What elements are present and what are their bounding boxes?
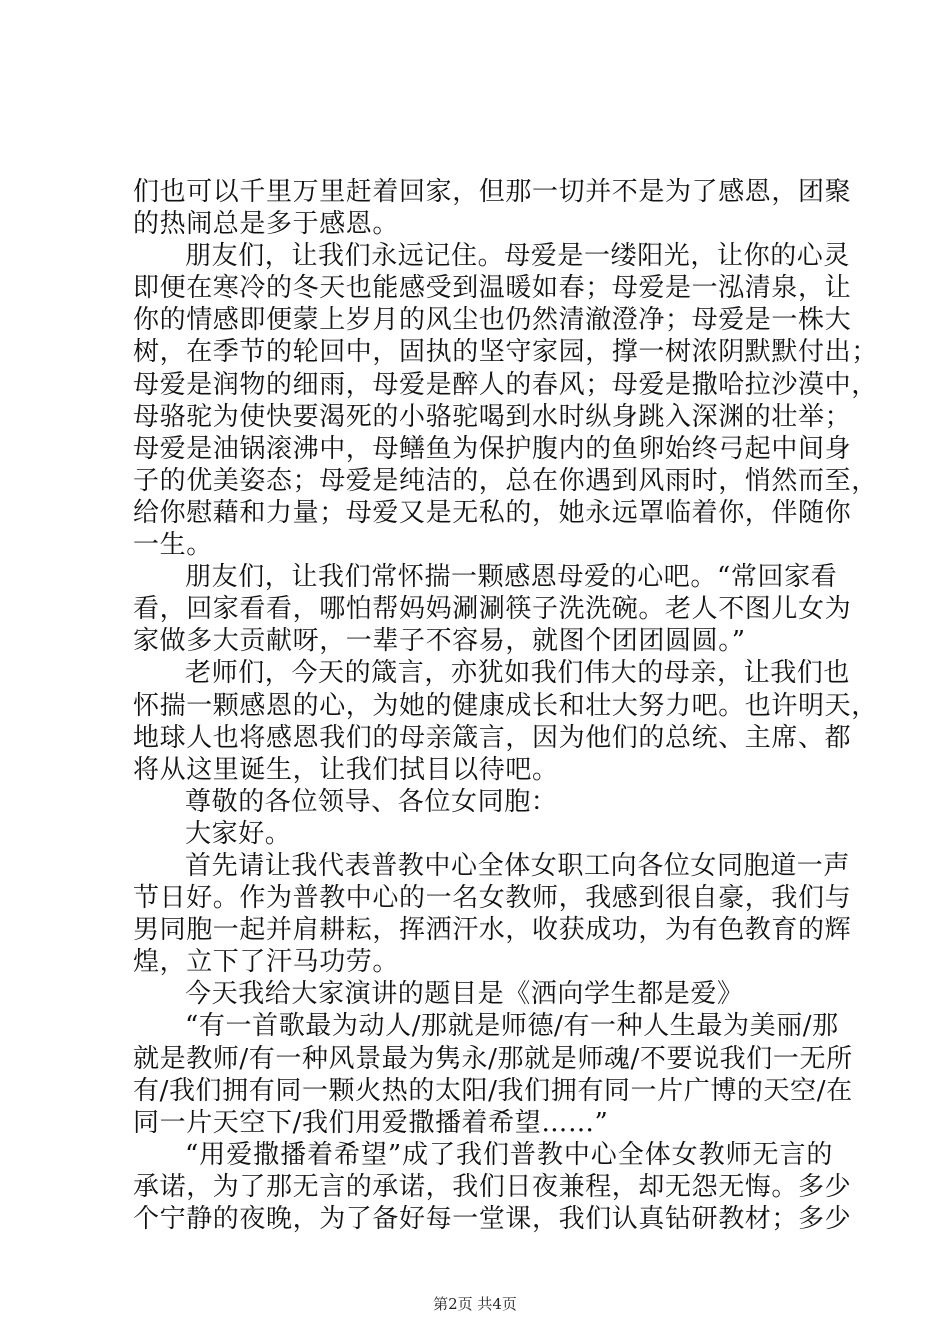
text-line: 们也可以千里万里赶着回家，但那一切并不是为了感恩，团聚: [133, 177, 852, 207]
text-line: 承诺，为了那无言的承诺，我们日夜兼程，却无怨无悔。多少: [133, 1171, 852, 1202]
text-line: 母爱是油锅滚沸中，母鳝鱼为保护腹内的鱼卵始终弓起中间身: [133, 433, 852, 464]
text-line: 大家好。: [185, 818, 292, 849]
text-line: 即便在寒冷的冬天也能感受到温暖如春；母爱是一泓清泉，让: [133, 273, 852, 304]
text-line: 看，回家看看，哪怕帮妈妈涮涮筷子洗洗碗。老人不图儿女为: [133, 594, 852, 625]
text-line: 你的情感即便蒙上岁月的风尘也仍然清澈澄净；母爱是一株大: [133, 305, 852, 336]
text-line: 子的优美姿态；母爱是纯洁的，总在你遇到风雨时，悄然而至，: [133, 465, 878, 496]
text-line: 个宁静的夜晚，为了备好每一堂课，我们认真钻研教材；多少: [133, 1204, 852, 1234]
text-line: 有/我们拥有同一颗火热的太阳/我们拥有同一片广博的天空/在: [133, 1075, 853, 1106]
text-line: 老师们，今天的箴言，亦犹如我们伟大的母亲，让我们也: [185, 658, 851, 689]
text-line: 首先请让我代表普教中心全体女职工向各位女同胞道一声: [185, 850, 851, 881]
text-line: 煌，立下了汗马功劳。: [133, 947, 400, 978]
text-line: 树，在季节的轮回中，固执的坚守家园，撑一树浓阴默默付出；: [133, 337, 878, 368]
text-line: 男同胞一起并肩耕耘，挥洒汗水，收获成功，为有色教育的辉: [133, 915, 852, 946]
document-body: [133, 176, 878, 1235]
text-line: 同一片天空下/我们用爱撒播着希望……”: [133, 1107, 609, 1138]
text-line: 母骆驼为使快要渴死的小骆驼喝到水时纵身跳入深渊的壮举；: [133, 401, 852, 432]
text-line: 一生。: [133, 530, 213, 561]
text-line: 将从这里诞生，让我们拭目以待吧。: [133, 754, 559, 785]
text-line: 给你慰藉和力量；母爱又是无私的，她永远罩临着你，伴随你: [133, 497, 852, 528]
text-line: 地球人也将感恩我们的母亲箴言，因为他们的总统、主席、都: [133, 722, 852, 753]
text-line: 朋友们，让我们永远记住。母爱是一缕阳光，让你的心灵: [185, 241, 851, 272]
text-line: 母爱是润物的细雨，母爱是醉人的春风；母爱是撒哈拉沙漠中，: [133, 369, 878, 400]
text-line: 节日好。作为普教中心的一名女教师，我感到很自豪，我们与: [133, 883, 852, 914]
text-line: “有一首歌最为动人/那就是师德/有一种人生最为美丽/那: [185, 1011, 839, 1042]
text-line: 家做多大贡献呀，一辈子不容易，就图个团团圆圆。”: [133, 626, 746, 657]
text-line: 的热闹总是多于感恩。: [133, 209, 400, 240]
text-line: 怀揣一颗感恩的心，为她的健康成长和壮大努力吧。也许明天，: [133, 690, 878, 721]
page-footer: 第2页 共4页: [433, 1295, 517, 1313]
text-line: 朋友们，让我们常怀揣一颗感恩母爱的心吧。“常回家看: [185, 562, 838, 593]
text-line: 尊敬的各位领导、各位女同胞：: [185, 786, 558, 817]
text-line: 就是教师/有一种风景最为隽永/那就是师魂/不要说我们一无所: [133, 1043, 853, 1074]
text-line: “用爱撒播着希望”成了我们普教中心全体女教师无言的: [185, 1139, 833, 1170]
text-line: 今天我给大家演讲的题目是《洒向学生都是爱》: [185, 979, 744, 1010]
